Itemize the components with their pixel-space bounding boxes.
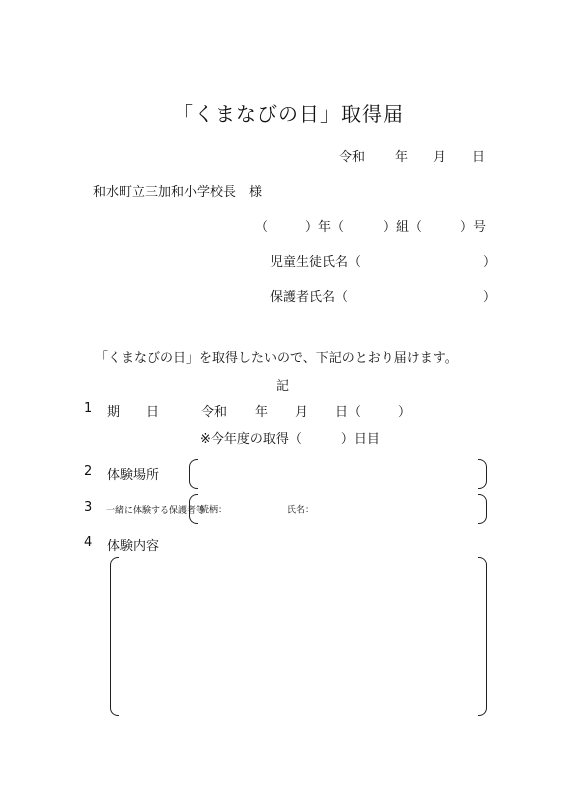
item3-label: 一緒に体験する保護者等: [106, 506, 206, 516]
date-year: 年: [395, 150, 409, 165]
item3-number: 3: [84, 500, 93, 515]
bracket-right: [478, 494, 487, 524]
bracket-left: [110, 557, 119, 716]
class-group: ）組（: [383, 220, 423, 235]
student-name-close: ）: [483, 255, 497, 270]
statement: 「くまなびの日」を取得したいので、下記のとおり届けます。: [95, 351, 458, 366]
date-month: 月: [433, 150, 447, 165]
class-open: （: [255, 220, 269, 235]
item1-label: 期 日: [107, 405, 160, 420]
guardian-name-label: 保護者氏名（: [270, 290, 349, 305]
bracket-right: [478, 557, 487, 716]
item1-close: ）: [398, 405, 412, 420]
class-number: ）号: [460, 220, 487, 235]
bracket-right: [478, 459, 487, 489]
companion-field[interactable]: [189, 494, 487, 524]
student-name-label: 児童生徒氏名（: [270, 255, 362, 270]
date-day: 日: [472, 150, 486, 165]
item1-day: 日（: [335, 405, 362, 420]
item1-month: 月: [295, 405, 309, 420]
date-era: 令和: [339, 150, 366, 165]
item4-number: 4: [84, 535, 93, 550]
page-title: 「くまなびの日」取得届: [173, 102, 404, 126]
bracket-left: [189, 494, 198, 524]
bracket-left: [189, 459, 198, 489]
relation-label: 続柄：: [200, 505, 228, 516]
item2-number: 2: [84, 464, 93, 479]
class-year: ）年（: [305, 220, 345, 235]
item1-era: 令和: [201, 405, 228, 420]
item1-number: 1: [84, 401, 93, 416]
companion-name-label: 氏名：: [287, 505, 315, 516]
item4-label: 体験内容: [107, 539, 160, 554]
ki-heading: 記: [276, 379, 290, 394]
addressee: 和水町立三加和小学校長 様: [93, 185, 263, 200]
activity-content-field[interactable]: [110, 557, 487, 716]
item1-year: 年: [255, 405, 269, 420]
item1-note: ※今年度の取得（ ）日目: [200, 432, 380, 447]
item2-label: 体験場所: [107, 468, 160, 483]
venue-field[interactable]: [189, 459, 487, 489]
guardian-name-close: ）: [483, 290, 497, 305]
